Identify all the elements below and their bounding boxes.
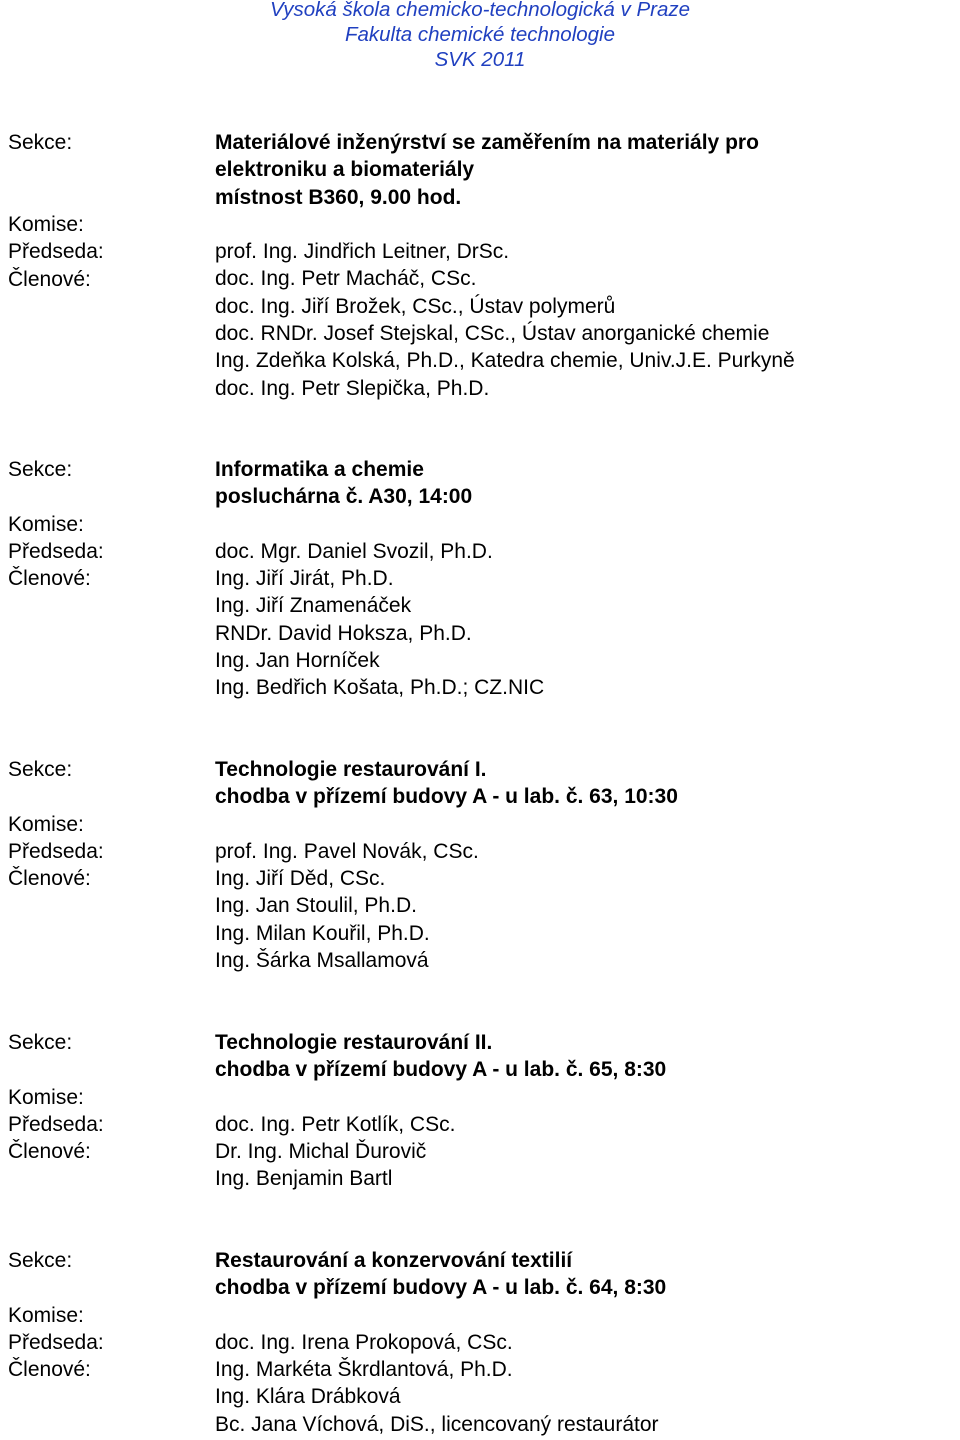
section-title: Materiálové inženýrství se zaměřením na materiály pro <box>215 131 759 154</box>
chair-label: Předseda: <box>8 539 104 563</box>
section-label: Sekce: <box>8 458 73 481</box>
member-name: Ing. Šárka Msallamová <box>215 949 429 973</box>
section-label: Sekce: <box>8 131 73 154</box>
section-content <box>215 1029 666 1193</box>
members-label: Členové: <box>8 267 91 291</box>
member-name: doc. Ing. Petr Slepička, Ph.D. <box>215 376 490 400</box>
member-name: Dr. Ing. Michal Ďurovič <box>215 1140 427 1164</box>
members-label: Členové: <box>8 1358 91 1382</box>
member-name: Ing. Jiří Znamenáček <box>215 594 412 618</box>
chair-name: doc. Mgr. Daniel Svozil, Ph.D. <box>215 539 493 563</box>
committee-spacer <box>215 1302 666 1329</box>
committee-label: Komise: <box>8 812 84 836</box>
section-label: Sekce: <box>8 1249 73 1272</box>
member-name: Ing. Klára Drábková <box>215 1385 401 1409</box>
committee-spacer <box>215 1084 666 1111</box>
section-content <box>215 129 795 402</box>
header-event: SVK 2011 <box>434 48 526 71</box>
committee-label: Komise: <box>8 1085 84 1109</box>
member-name: Ing. Bedřich Košata, Ph.D.; CZ.NIC <box>215 676 545 700</box>
chair-name: prof. Ing. Jindřich Leitner, DrSc. <box>215 240 510 264</box>
member-name: Ing. Milan Kouřil, Ph.D. <box>215 921 430 945</box>
member-name: Ing. Zdeňka Kolská, Ph.D., Katedra chemie, Univ.J.E. Purkyně <box>215 349 795 373</box>
section-title-line: chodba v přízemí budovy A - u lab. č. 65, 8:30 <box>215 1058 667 1082</box>
section-title: Technologie restaurování II. <box>215 1031 493 1054</box>
member-name: Bc. Jana Víchová, DiS., licencovaný restaurátor <box>215 1412 659 1436</box>
section-title: Restaurování a konzervování textilií <box>215 1249 573 1272</box>
section-content <box>215 1247 666 1438</box>
document-header <box>0 0 960 72</box>
header-faculty: Fakulta chemické technologie <box>344 23 616 46</box>
committee-label: Komise: <box>8 212 84 236</box>
member-name: doc. Ing. Petr Macháč, CSc. <box>215 267 477 291</box>
committee-spacer <box>215 811 678 838</box>
section-title-line: elektroniku a biomateriály <box>215 158 475 182</box>
section-title-line: chodba v přízemí budovy A - u lab. č. 64, 8:30 <box>215 1276 667 1300</box>
member-name: RNDr. David Hoksza, Ph.D. <box>215 621 472 645</box>
section-title-line: chodba v přízemí budovy A - u lab. č. 63, 10:30 <box>215 785 678 809</box>
section-title: Informatika a chemie <box>215 458 424 481</box>
section-content <box>215 456 544 702</box>
members-label: Členové: <box>8 867 91 891</box>
member-name: doc. RNDr. Josef Stejskal, CSc., Ústav anorganické chemie <box>215 322 770 346</box>
header-university: Vysoká škola chemicko-technologická v Praze <box>269 0 691 21</box>
member-name: Ing. Jiří Děd, CSc. <box>215 867 386 891</box>
section-label: Sekce: <box>8 1031 73 1054</box>
committee-label: Komise: <box>8 1303 84 1327</box>
member-name: Ing. Jan Stoulil, Ph.D. <box>215 894 417 918</box>
chair-label: Předseda: <box>8 1330 104 1354</box>
section-title: Technologie restaurování I. <box>215 758 487 781</box>
committee-label: Komise: <box>8 512 84 536</box>
section-label: Sekce: <box>8 758 73 781</box>
section-title-line: posluchárna č. A30, 14:00 <box>215 485 473 509</box>
member-name: Ing. Benjamin Bartl <box>215 1167 393 1191</box>
section-title-line: místnost B360, 9.00 hod. <box>215 185 462 209</box>
chair-name: prof. Ing. Pavel Novák, CSc. <box>215 839 479 863</box>
members-label: Členové: <box>8 567 91 591</box>
committee-spacer <box>215 211 795 238</box>
member-name: Ing. Jiří Jirát, Ph.D. <box>215 567 394 591</box>
member-name: doc. Ing. Jiří Brožek, CSc., Ústav polymerů <box>215 294 616 318</box>
member-name: Ing. Jan Horníček <box>215 649 380 673</box>
section-content <box>215 756 678 974</box>
committee-spacer <box>215 511 544 538</box>
chair-label: Předseda: <box>8 240 104 264</box>
chair-label: Předseda: <box>8 839 104 863</box>
members-label: Členové: <box>8 1140 91 1164</box>
chair-name: doc. Ing. Petr Kotlík, CSc. <box>215 1112 456 1136</box>
chair-name: doc. Ing. Irena Prokopová, CSc. <box>215 1330 513 1354</box>
chair-label: Předseda: <box>8 1112 104 1136</box>
member-name: Ing. Markéta Škrdlantová, Ph.D. <box>215 1358 513 1382</box>
